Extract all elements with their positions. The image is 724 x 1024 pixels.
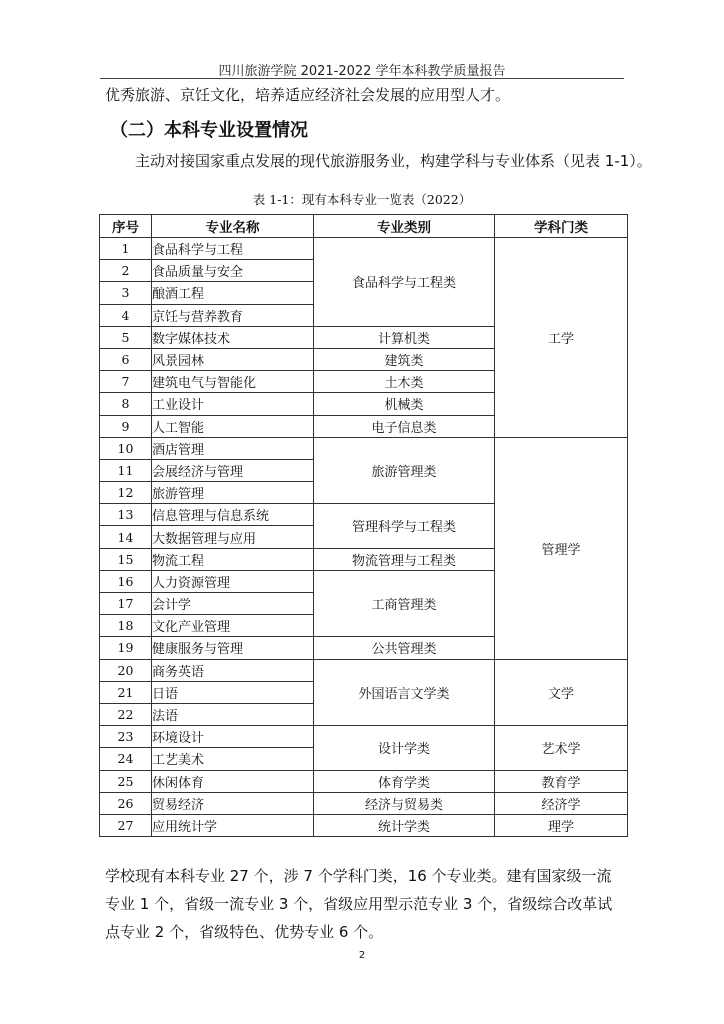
header-major-name: 专业名称 <box>152 215 314 238</box>
category-cell: 计算机类 <box>314 326 495 348</box>
row-major: 商务英语 <box>152 659 314 681</box>
table-header-row <box>100 215 628 238</box>
summary-paragraph: 学校现有本科专业 27 个，涉 7 个学科门类，16 个专业类。建有国家级一流专业 1 个，省级一流专业 3 个，省级应用型示范专业 3 个，省级综合改革试点专业 2 个，省级特色、优势专业 6 个。 <box>105 867 613 941</box>
row-major: 工业设计 <box>152 393 314 415</box>
category-cell: 体育学类 <box>314 770 495 792</box>
table-row <box>100 238 628 260</box>
row-seq: 17 <box>100 593 152 615</box>
row-seq: 1 <box>100 238 152 260</box>
row-seq: 13 <box>100 504 152 526</box>
row-seq: 16 <box>100 570 152 592</box>
table-row <box>100 659 628 681</box>
row-major: 物流工程 <box>152 548 314 570</box>
header-category: 专业类别 <box>314 215 495 238</box>
row-seq: 8 <box>100 393 152 415</box>
row-major: 食品科学与工程 <box>152 238 314 260</box>
page-number: 2 <box>358 950 366 961</box>
row-seq: 7 <box>100 371 152 393</box>
row-major: 法语 <box>152 703 314 725</box>
row-seq: 26 <box>100 792 152 814</box>
discipline-cell: 文学 <box>495 659 628 726</box>
majors-table <box>99 214 628 837</box>
page-header: 四川旅游学院 2021-2022 学年本科教学质量报告 <box>218 64 506 79</box>
row-major: 数字媒体技术 <box>152 326 314 348</box>
category-cell: 电子信息类 <box>314 415 495 437</box>
category-cell: 食品科学与工程类 <box>314 238 495 327</box>
row-major: 应用统计学 <box>152 814 314 836</box>
discipline-cell: 教育学 <box>495 770 628 792</box>
section-title: （二）本科专业设置情况 <box>110 120 308 141</box>
row-seq: 9 <box>100 415 152 437</box>
category-cell: 经济与贸易类 <box>314 792 495 814</box>
row-seq: 24 <box>100 748 152 770</box>
table-row <box>100 437 628 459</box>
row-major: 日语 <box>152 681 314 703</box>
row-major: 风景园林 <box>152 348 314 370</box>
row-major: 京饪与营养教育 <box>152 304 314 326</box>
intro-continuation: 优秀旅游、京饪文化，培养适应经济社会发展的应用型人才。 <box>105 86 511 104</box>
row-major: 大数据管理与应用 <box>152 526 314 548</box>
row-major: 会展经济与管理 <box>152 459 314 481</box>
row-seq: 3 <box>100 282 152 304</box>
row-seq: 22 <box>100 703 152 725</box>
category-cell: 物流管理与工程类 <box>314 548 495 570</box>
row-major: 酿酒工程 <box>152 282 314 304</box>
row-seq: 5 <box>100 326 152 348</box>
row-major: 贸易经济 <box>152 792 314 814</box>
row-seq: 11 <box>100 459 152 481</box>
row-seq: 4 <box>100 304 152 326</box>
row-major: 休闲体育 <box>152 770 314 792</box>
category-cell: 管理科学与工程类 <box>314 504 495 548</box>
row-seq: 15 <box>100 548 152 570</box>
table-row <box>100 814 628 836</box>
table-row <box>100 792 628 814</box>
row-seq: 18 <box>100 615 152 637</box>
row-major: 会计学 <box>152 593 314 615</box>
table-caption: 表 1-1：现有本科专业一览表（2022） <box>252 192 472 207</box>
header-rule <box>100 78 624 79</box>
row-major: 文化产业管理 <box>152 615 314 637</box>
row-seq: 20 <box>100 659 152 681</box>
category-cell: 外国语言文学类 <box>314 659 495 726</box>
row-seq: 6 <box>100 348 152 370</box>
row-major: 环境设计 <box>152 726 314 748</box>
discipline-cell: 管理学 <box>495 437 628 659</box>
discipline-cell: 艺术学 <box>495 726 628 770</box>
row-seq: 10 <box>100 437 152 459</box>
category-cell: 土木类 <box>314 371 495 393</box>
table-row <box>100 770 628 792</box>
row-major: 酒店管理 <box>152 437 314 459</box>
table-row <box>100 726 628 748</box>
row-seq: 23 <box>100 726 152 748</box>
row-major: 工艺美术 <box>152 748 314 770</box>
category-cell: 工商管理类 <box>314 570 495 637</box>
row-major: 信息管理与信息系统 <box>152 504 314 526</box>
row-major: 建筑电气与智能化 <box>152 371 314 393</box>
row-major: 旅游管理 <box>152 482 314 504</box>
category-cell: 统计学类 <box>314 814 495 836</box>
row-major: 健康服务与管理 <box>152 637 314 659</box>
row-major: 人力资源管理 <box>152 570 314 592</box>
row-seq: 19 <box>100 637 152 659</box>
row-major: 人工智能 <box>152 415 314 437</box>
section-intro: 主动对接国家重点发展的现代旅游服务业，构建学科与专业体系（见表 1-1）。 <box>135 152 652 170</box>
row-seq: 2 <box>100 260 152 282</box>
header-discipline: 学科门类 <box>495 215 628 238</box>
row-seq: 21 <box>100 681 152 703</box>
category-cell: 设计学类 <box>314 726 495 770</box>
category-cell: 建筑类 <box>314 348 495 370</box>
discipline-cell: 理学 <box>495 814 628 836</box>
header-seq: 序号 <box>100 215 152 238</box>
row-major: 食品质量与安全 <box>152 260 314 282</box>
category-cell: 机械类 <box>314 393 495 415</box>
row-seq: 14 <box>100 526 152 548</box>
discipline-cell: 工学 <box>495 238 628 438</box>
row-seq: 12 <box>100 482 152 504</box>
discipline-cell: 经济学 <box>495 792 628 814</box>
row-seq: 25 <box>100 770 152 792</box>
row-seq: 27 <box>100 814 152 836</box>
category-cell: 公共管理类 <box>314 637 495 659</box>
category-cell: 旅游管理类 <box>314 437 495 504</box>
